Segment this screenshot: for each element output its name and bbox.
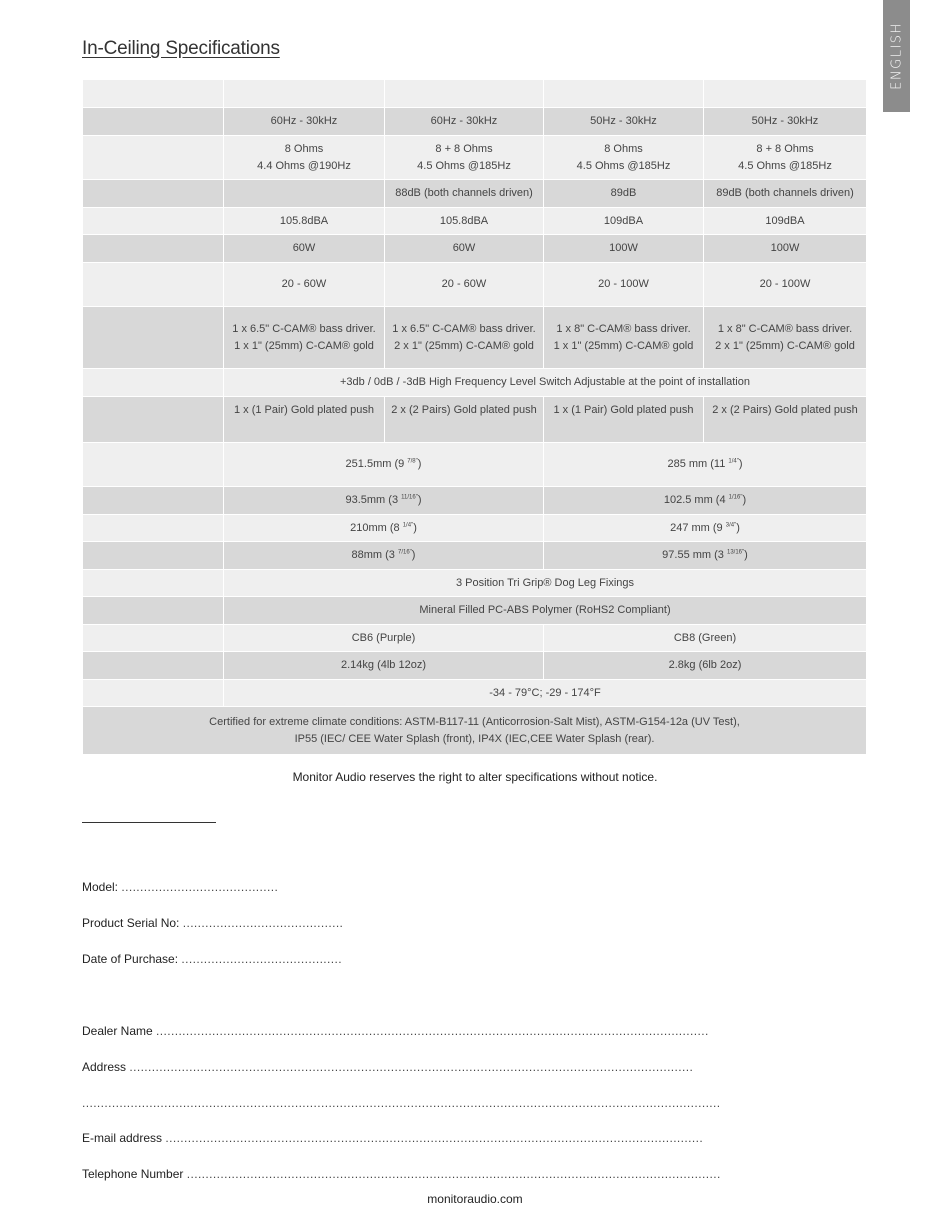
- spec-label-cell: [83, 680, 224, 707]
- footer-website: monitoraudio.com: [427, 1192, 523, 1206]
- spec-cell: 100W: [704, 235, 867, 263]
- form-field-label: Telephone Number: [82, 1167, 184, 1181]
- spec-cell: Certified for extreme climate conditions: ASTM-B117-11 (Anticorrosion-Salt Mist), ASTM-G154-12a (UV Test), IP55 (IEC/ CEE Water Splash (front), IP4X (IEC,CEE Water Splash (rear).: [83, 707, 867, 755]
- language-tab: [883, 0, 910, 112]
- spec-cell: 1 x (1 Pair) Gold plated push: [544, 397, 704, 443]
- form-field-label: Date of Purchase:: [82, 952, 179, 966]
- spec-cell: 8 Ohms 4.5 Ohms @185Hz: [544, 136, 704, 180]
- spec-row: [83, 397, 867, 443]
- spec-row: [83, 263, 867, 307]
- spec-cell: CB8 (Green): [544, 625, 867, 652]
- spec-cell: 1 x 6.5" C-CAM® bass driver. 1 x 1" (25mm) C-CAM® gold: [224, 307, 385, 369]
- spec-cell: 109dBA: [544, 208, 704, 235]
- spec-label-cell: [83, 487, 224, 515]
- form-field-dotted-line: ...........................................: [181, 952, 342, 966]
- spec-cell: 2.14kg (4lb 12oz): [224, 652, 544, 680]
- spec-label-cell: [83, 397, 224, 443]
- spec-cell: 2 x (2 Pairs) Gold plated push: [385, 397, 544, 443]
- spec-cell: 1 x 6.5" C-CAM® bass driver. 2 x 1" (25mm) C-CAM® gold: [385, 307, 544, 369]
- spec-cell: [224, 80, 385, 108]
- spec-cell: 93.5mm (3 $^{11/16"}$): [224, 487, 544, 515]
- spec-row: [83, 515, 867, 542]
- spec-cell: 210mm (8 $^{1/4"}$): [224, 515, 544, 542]
- spec-cell: [544, 80, 704, 108]
- spec-row: [83, 108, 867, 136]
- spec-cell: [385, 80, 544, 108]
- spec-row: [83, 707, 867, 755]
- spec-cell: 105.8dBA: [385, 208, 544, 235]
- spec-cell: 60Hz - 30kHz: [385, 108, 544, 136]
- spec-cell: 1 x 8" C-CAM® bass driver. 1 x 1" (25mm) C-CAM® gold: [544, 307, 704, 369]
- spec-cell: [224, 180, 385, 208]
- spec-cell: 88dB (both channels driven): [385, 180, 544, 208]
- spec-row: [83, 570, 867, 597]
- form-field-label: Address: [82, 1060, 127, 1074]
- spec-label-cell: [83, 208, 224, 235]
- spec-row: [83, 487, 867, 515]
- spec-row: [83, 542, 867, 570]
- spec-label-cell: [83, 597, 224, 625]
- form-field-label: Product Serial No:: [82, 916, 180, 930]
- disclaimer: Monitor Audio reserves the right to alter specifications without notice.: [292, 770, 658, 784]
- spec-label-cell: [83, 80, 224, 108]
- spec-cell: 1 x (1 Pair) Gold plated push: [224, 397, 385, 443]
- spec-cell: 20 - 100W: [544, 263, 704, 307]
- spec-cell: 8 + 8 Ohms 4.5 Ohms @185Hz: [385, 136, 544, 180]
- spec-cell: 2 x (2 Pairs) Gold plated push: [704, 397, 867, 443]
- spec-row: [83, 80, 867, 108]
- spec-label-cell: [83, 108, 224, 136]
- spec-label-cell: [83, 515, 224, 542]
- page-title: In-Ceiling Specifications: [82, 38, 280, 59]
- spec-cell: 1 x 8" C-CAM® bass driver. 2 x 1" (25mm) C-CAM® gold: [704, 307, 867, 369]
- spec-cell: 50Hz - 30kHz: [704, 108, 867, 136]
- form-field: [82, 1060, 693, 1074]
- spec-cell: 60W: [385, 235, 544, 263]
- form-field-dotted-line: ...............................................................................................................................................: [186, 1167, 721, 1181]
- spec-label-cell: [83, 136, 224, 180]
- section-rule: [82, 822, 216, 823]
- spec-cell: Mineral Filled PC-ABS Polymer (RoHS2 Compliant): [224, 597, 867, 625]
- spec-cell: 2.8kg (6lb 2oz): [544, 652, 867, 680]
- spec-label-cell: [83, 625, 224, 652]
- spec-cell: 20 - 100W: [704, 263, 867, 307]
- form-field: [82, 952, 342, 966]
- form-field-dotted-line: ................................................................................................................................................: [165, 1131, 704, 1145]
- spec-cell: -34 - 79°C; -29 - 174°F: [224, 680, 867, 707]
- spec-row: [83, 625, 867, 652]
- spec-cell: [704, 80, 867, 108]
- spec-row: [83, 208, 867, 235]
- form-field: [82, 1167, 721, 1181]
- spec-cell: 89dB: [544, 180, 704, 208]
- spec-row: [83, 136, 867, 180]
- spec-row: [83, 680, 867, 707]
- form-field-dotted-line: ...........................................................................................................................................................................: [82, 1096, 721, 1110]
- spec-row: [83, 235, 867, 263]
- form-field-dotted-line: ...........................................: [182, 916, 344, 930]
- spec-row: [83, 597, 867, 625]
- spec-cell: 8 + 8 Ohms 4.5 Ohms @185Hz: [704, 136, 867, 180]
- spec-label-cell: [83, 263, 224, 307]
- form-field: [82, 1024, 709, 1038]
- spec-cell: 50Hz - 30kHz: [544, 108, 704, 136]
- spec-label-cell: [83, 369, 224, 397]
- spec-cell: 105.8dBA: [224, 208, 385, 235]
- spec-row: [83, 443, 867, 487]
- spec-cell: 20 - 60W: [224, 263, 385, 307]
- form-field: [82, 880, 278, 894]
- spec-cell: 102.5 mm (4 $^{1/16"}$): [544, 487, 867, 515]
- spec-label-cell: [83, 307, 224, 369]
- spec-label-cell: [83, 443, 224, 487]
- spec-row: [83, 307, 867, 369]
- form-field: [82, 1131, 703, 1145]
- spec-cell: 89dB (both channels driven): [704, 180, 867, 208]
- form-field-dotted-line: ..........................................: [121, 880, 279, 894]
- spec-cell: 60Hz - 30kHz: [224, 108, 385, 136]
- spec-label-cell: [83, 570, 224, 597]
- spec-label-cell: [83, 235, 224, 263]
- form-field-label: Dealer Name: [82, 1024, 153, 1038]
- spec-cell: 20 - 60W: [385, 263, 544, 307]
- spec-table: [82, 79, 867, 755]
- spec-cell: 247 mm (9 $^{3/4"}$): [544, 515, 867, 542]
- spec-cell: 60W: [224, 235, 385, 263]
- spec-label-cell: [83, 542, 224, 570]
- spec-cell: 8 Ohms 4.4 Ohms @190Hz: [224, 136, 385, 180]
- spec-cell: 100W: [544, 235, 704, 263]
- spec-cell: 97.55 mm (3 $^{13/16"}$): [544, 542, 867, 570]
- spec-row: [83, 652, 867, 680]
- spec-cell: 88mm (3 $^{7/16"}$): [224, 542, 544, 570]
- spec-cell: +3db / 0dB / -3dB High Frequency Level Switch Adjustable at the point of installation: [224, 369, 867, 397]
- spec-label-cell: [83, 180, 224, 208]
- language-tab-label: ENGLISH: [889, 22, 904, 90]
- form-field: [82, 1096, 721, 1110]
- spec-cell: 251.5mm (9 $^{7/8"}$): [224, 443, 544, 487]
- form-field-label: Model:: [82, 880, 119, 894]
- form-field-dotted-line: .......................................................................................................................................................: [129, 1060, 694, 1074]
- form-field-dotted-line: ....................................................................................................................................................: [156, 1024, 709, 1038]
- spec-cell: 285 mm (11 $^{1/4"}$): [544, 443, 867, 487]
- spec-row: [83, 369, 867, 397]
- form-field-label: E-mail address: [82, 1131, 163, 1145]
- form-field: [82, 916, 343, 930]
- spec-label-cell: [83, 652, 224, 680]
- spec-row: [83, 180, 867, 208]
- spec-cell: CB6 (Purple): [224, 625, 544, 652]
- spec-cell: 3 Position Tri Grip® Dog Leg Fixings: [224, 570, 867, 597]
- spec-cell: 109dBA: [704, 208, 867, 235]
